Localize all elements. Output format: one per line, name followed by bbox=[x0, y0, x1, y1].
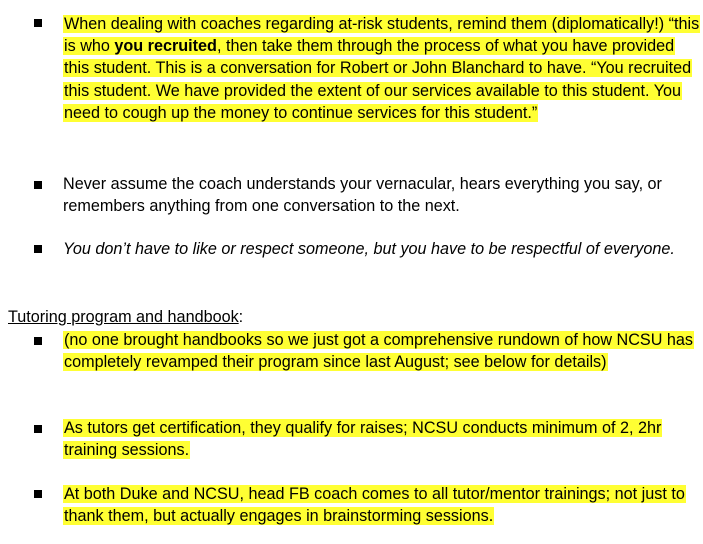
list-item-certification bbox=[63, 417, 703, 461]
bullet-square-icon bbox=[34, 181, 42, 189]
list-item-respect bbox=[63, 238, 703, 260]
highlighted-text: At both Duke and NCSU, head FB coach comes to all tutor/mentor trainings; not just to thank them, but actually engages in brainstorming sessions. bbox=[64, 485, 685, 526]
bullet-square-icon bbox=[34, 490, 42, 498]
bullet-square-icon bbox=[34, 19, 42, 27]
list-item-coaches-at-risk bbox=[63, 13, 703, 124]
highlighted-text: (no one brought handbooks so we just got a comprehensive rundown of how NCSU has completely revamped their program since last August; see below for details) bbox=[64, 331, 693, 372]
list-item-vernacular bbox=[63, 173, 703, 217]
list-item-head-coach bbox=[63, 483, 703, 527]
bold-text: you recruited bbox=[114, 37, 217, 56]
section-heading-colon: : bbox=[238, 308, 244, 326]
italic-text: You don’t have to like or respect someone, but you have to be respectful of everyone. bbox=[63, 240, 675, 258]
bullet-square-icon bbox=[34, 245, 42, 253]
section-heading-text: Tutoring program and handbook bbox=[8, 308, 239, 326]
text-part: When dealing with coaches regarding at-risk students, remind them (diplomatically!) “this is who bbox=[64, 15, 700, 56]
bullet-square-icon bbox=[34, 425, 42, 433]
bullet-square-icon bbox=[34, 337, 42, 345]
item-text: Never assume the coach understands your vernacular, hears everything you say, or remembers anything from one conversation to the next. bbox=[63, 175, 662, 216]
list-item-handbooks bbox=[63, 329, 703, 373]
highlighted-text bbox=[63, 15, 700, 122]
text-part: , then take them through the process of what you have provided this student. This is a conversation for Robert or John Blanchard to have. “You recruited this student. We have provided the extent of our services available to this student. You need to cough up the money to continue services for this student.” bbox=[64, 37, 692, 122]
section-heading bbox=[8, 306, 243, 328]
highlighted-text: As tutors get certification, they qualify for raises; NCSU conducts minimum of 2, 2hr training sessions. bbox=[64, 419, 662, 460]
